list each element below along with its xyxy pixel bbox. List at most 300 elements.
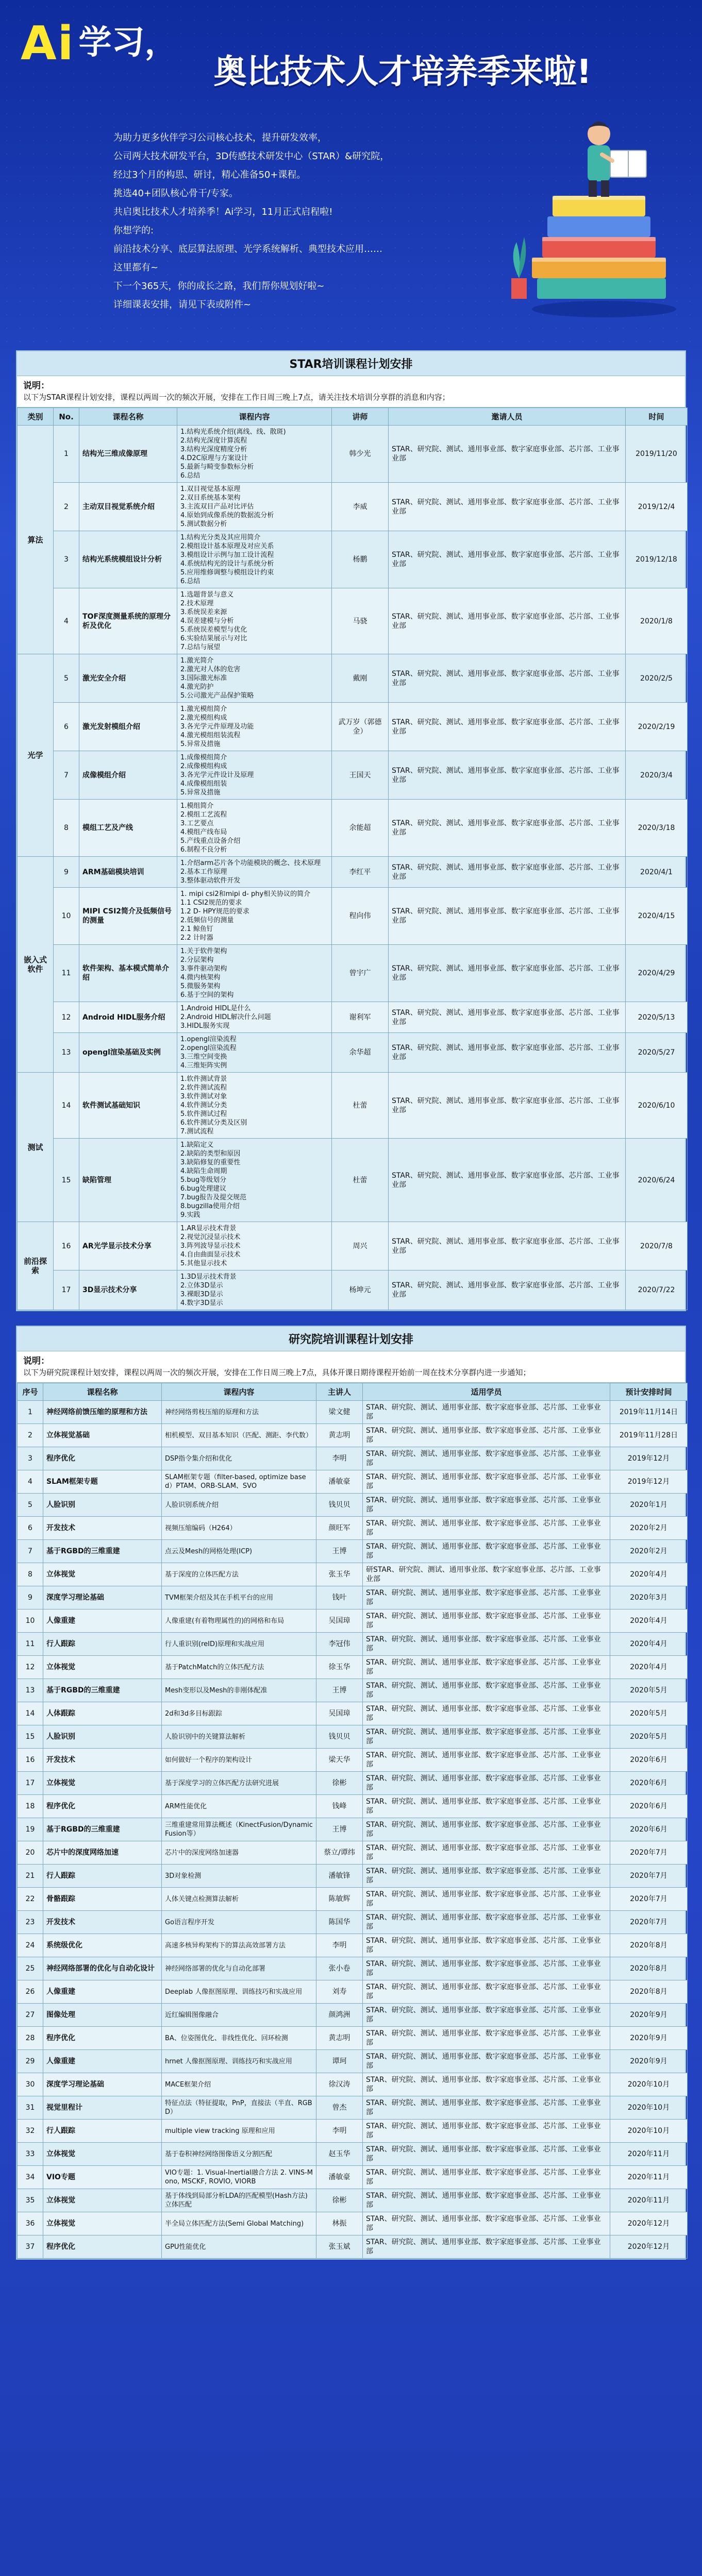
course-invitees: STAR、研究院、测试、通用事业部、数字家庭事业部、芯片部、工业事业部 [389, 426, 626, 483]
rd-table-row [18, 1470, 688, 1494]
course-invitees: STAR、研究院、测试、通用事业部、数字家庭事业部、芯片部、工业事业部 [389, 1033, 626, 1073]
rd-table-row [18, 1609, 688, 1633]
intro-line: 这里都有~ [113, 262, 159, 273]
rd-course-content: 高速多核异构架构下的算法高效部署方法 [162, 1934, 316, 1957]
rd-course-teacher: 王博 [316, 1540, 363, 1563]
course-content [177, 1033, 332, 1073]
rd-table-row [18, 1795, 688, 1818]
rd-table-row [18, 1401, 688, 1424]
star-table-row [18, 1139, 688, 1222]
rd-course-content: 基于体线到局部分析LDA的匹配模型(Hash方法)立体匹配 [162, 2189, 316, 2212]
rd-course-no: 13 [18, 1679, 43, 1702]
course-content-line: 2.1 鲸鱼钉 [180, 925, 213, 933]
course-content-line: 4.三维矩阵实例 [180, 1062, 227, 1070]
course-name: 主动双目视觉系统介绍 [79, 483, 177, 531]
course-content-line: 6.软件测试分类及区别 [180, 1119, 247, 1127]
rd-course-name: 系统级优化 [43, 1934, 162, 1957]
star-table-row [18, 654, 688, 703]
rd-course-teacher: 黄志明 [316, 2027, 363, 2050]
star-header-cell: 类别 [18, 408, 54, 426]
course-no: 13 [54, 1033, 79, 1073]
course-name: 激光安全介绍 [79, 654, 177, 703]
intro-line: 公司两大技术研发平台，3D传感技术研发中心（STAR）&研究院， [113, 151, 390, 162]
rd-table-row [18, 1679, 688, 1702]
rd-course-time: 2020年9月 [610, 2027, 688, 2050]
rd-header-cell: 主讲人 [316, 1383, 363, 1401]
rd-course-no: 10 [18, 1609, 43, 1633]
course-invitees: STAR、研究院、测试、通用事业部、数字家庭事业部、芯片部、工业事业部 [389, 588, 626, 654]
course-content-line: 2.视觉沉浸显示技术 [180, 1233, 241, 1241]
course-time: 2020/4/29 [626, 945, 688, 1002]
rd-table-row [18, 1656, 688, 1679]
rd-course-content: 芯片中的深度网络加速器 [162, 1841, 316, 1865]
rd-course-name: 开发技术 [43, 1517, 162, 1540]
rd-course-name: 开发技术 [43, 1749, 162, 1772]
star-course-table-block [16, 350, 686, 1311]
course-no: 17 [54, 1270, 79, 1310]
rd-course-teacher: 颜旺军 [316, 1517, 363, 1540]
course-no: 7 [54, 751, 79, 800]
rd-course-audience: STAR、研究院、测试、通用事业部、数字家庭事业部、芯片部、工业事业部 [363, 2096, 610, 2120]
rd-course-teacher: 谭珂 [316, 2050, 363, 2073]
rd-course-teacher: 曾杰 [316, 2096, 363, 2120]
course-time: 2020/2/19 [626, 703, 688, 751]
rd-course-name: 芯片中的深度网络加速 [43, 1841, 162, 1865]
rd-course-time: 2020年6月 [610, 1772, 688, 1795]
rd-course-audience: STAR、研究院、测试、通用事业部、数字家庭事业部、芯片部、工业事业部 [363, 2027, 610, 2050]
course-category: 嵌入式软件 [18, 857, 54, 1073]
course-teacher: 程向伟 [332, 888, 389, 945]
rd-course-no: 25 [18, 1957, 43, 1980]
rd-course-time: 2020年12月 [610, 2235, 688, 2259]
rd-course-teacher: 王博 [316, 1818, 363, 1841]
course-content-line: 1.1 CSI2规范的要求 [180, 899, 242, 907]
rd-course-no: 4 [18, 1470, 43, 1494]
course-time: 2020/3/4 [626, 751, 688, 800]
course-no: 3 [54, 531, 79, 588]
course-teacher: 杜蕾 [332, 1139, 389, 1222]
star-table-row [18, 1033, 688, 1073]
star-table-row [18, 426, 688, 483]
star-table-body [18, 426, 688, 1310]
rd-course-content: BA、位姿图优化、非线性优化、回环检测 [162, 2027, 316, 2050]
intro-text [113, 129, 495, 314]
rd-course-no: 1 [18, 1401, 43, 1424]
rd-course-content: 点云及Mesh的网格处理(ICP) [162, 1540, 316, 1563]
rd-course-table-block [16, 1326, 686, 2260]
rd-table-row [18, 2166, 688, 2189]
rd-course-audience: STAR、研究院、测试、通用事业部、数字家庭事业部、芯片部、工业事业部 [363, 1888, 610, 1911]
rd-course-name: 视觉里程计 [43, 2096, 162, 2120]
rd-course-name: 行人跟踪 [43, 2120, 162, 2143]
rd-header-cell: 课程名称 [43, 1383, 162, 1401]
rd-course-time: 2020年5月 [610, 1679, 688, 1702]
rd-course-time: 2020年11月 [610, 2166, 688, 2189]
course-content-line: 4.数字3D显示 [180, 1299, 223, 1307]
rd-course-no: 27 [18, 2004, 43, 2027]
course-content-line: 5.异常及措施 [180, 789, 221, 796]
rd-note-text: 以下为研究院课程计划安排，课程以两周一次的频次开展，安排在工作日周三晚上7点，具体开课日期待课程开始前一周在技术分享群内进一步通知； [23, 1368, 531, 1377]
rd-course-teacher: 徐彬 [316, 1772, 363, 1795]
rd-course-time: 2020年6月 [610, 1795, 688, 1818]
star-header-cell: 讲师 [332, 408, 389, 426]
star-table-row [18, 800, 688, 857]
rd-course-name: 神经网络前馈压缩的原理和方法 [43, 1401, 162, 1424]
rd-course-audience: STAR、研究院、测试、通用事业部、数字家庭事业部、芯片部、工业事业部 [363, 1818, 610, 1841]
rd-course-time: 2020年9月 [610, 2050, 688, 2073]
course-category: 测试 [18, 1073, 54, 1222]
rd-course-content: 基于PatchMatch的立体匹配方法 [162, 1656, 316, 1679]
star-header-cell: 时间 [626, 408, 688, 426]
rd-course-name: 人像重建 [43, 2050, 162, 2073]
course-content-line: 2.激光模组构成 [180, 714, 227, 722]
course-content-line: 5.其他显示技术 [180, 1260, 227, 1267]
rd-course-teacher: 徐汉涛 [316, 2073, 363, 2096]
rd-course-content: 神经网络剪枝压缩的原理和方法 [162, 1401, 316, 1424]
rd-course-name: 程序优化 [43, 1795, 162, 1818]
course-name: 成像模组介绍 [79, 751, 177, 800]
rd-course-name: 人体跟踪 [43, 1702, 162, 1725]
course-content-line: 4.自由曲面显示技术 [180, 1251, 241, 1259]
course-content [177, 1270, 332, 1310]
rd-course-no: 30 [18, 2073, 43, 2096]
intro-line: 共启奥比技术人才培养季！Ai学习，11月正式启程啦! [113, 207, 333, 217]
rd-course-name: 深度学习理论基础 [43, 1586, 162, 1609]
rd-course-teacher: 李明 [316, 1934, 363, 1957]
course-content-line: 3.主流双目产品对比评估 [180, 503, 254, 511]
rd-course-content: 3D对象检测 [162, 1865, 316, 1888]
intro-line: 下一个365天，你的成长之路，我们帮你规划好啦~ [113, 281, 325, 292]
course-time: 2020/6/24 [626, 1139, 688, 1222]
star-header-cell: 课程内容 [177, 408, 332, 426]
course-content-line: 3.各光学元件原理及功能 [180, 723, 254, 731]
rd-header-cell: 预计安排时间 [610, 1383, 688, 1401]
course-name: Android HIDL服务介绍 [79, 1002, 177, 1033]
rd-course-time: 2019年12月 [610, 1470, 688, 1494]
course-teacher: 李威 [332, 483, 389, 531]
course-content-line: 5.最新与畸变参数标分析 [180, 463, 254, 471]
course-invitees: STAR、研究院、测试、通用事业部、数字家庭事业部、芯片部、工业事业部 [389, 483, 626, 531]
course-invitees: STAR、研究院、测试、通用事业部、数字家庭事业部、芯片部、工业事业部 [389, 654, 626, 703]
course-teacher: 杨坤元 [332, 1270, 389, 1310]
course-content-line: 5.异常及措施 [180, 740, 221, 748]
course-content-line: 6.总结 [180, 578, 200, 585]
rd-course-name: 人脸识别 [43, 1725, 162, 1749]
rd-course-audience: STAR、研究院、测试、通用事业部、数字家庭事业部、芯片部、工业事业部 [363, 2004, 610, 2027]
rd-table-row [18, 2189, 688, 2212]
course-no: 8 [54, 800, 79, 857]
course-content-line: 5.系统误差模型与优化 [180, 626, 247, 634]
rd-table-notes [17, 1351, 685, 1383]
rd-table-row [18, 1772, 688, 1795]
star-table-row [18, 483, 688, 531]
rd-course-no: 29 [18, 2050, 43, 2073]
rd-course-content: SLAM框架专题（filter-based, optimize based）PTAM、ORB-SLAM、SVO [162, 1470, 316, 1494]
course-content-line: 2.软件测试流程 [180, 1084, 227, 1092]
rd-course-time: 2020年7月 [610, 1888, 688, 1911]
rd-course-teacher: 蔡立/谭纬 [316, 1841, 363, 1865]
course-content [177, 588, 332, 654]
course-content-line: 4.激光防护 [180, 683, 214, 691]
course-content-line: 6.基于空间的架构 [180, 991, 234, 999]
rd-course-audience: STAR、研究院、测试、通用事业部、数字家庭事业部、芯片部、工业事业部 [363, 1609, 610, 1633]
rd-course-name: SLAM框架专题 [43, 1470, 162, 1494]
rd-course-no: 18 [18, 1795, 43, 1818]
course-content-line: 1.3D显示技术背景 [180, 1273, 237, 1281]
rd-course-no: 9 [18, 1586, 43, 1609]
course-content [177, 654, 332, 703]
course-teacher: 戴刚 [332, 654, 389, 703]
rd-course-content: 特征点法（特征提取，PnP，直接法（半直、RGBD） [162, 2096, 316, 2120]
rd-course-name: 立体视觉 [43, 2189, 162, 2212]
rd-course-audience: STAR、研究院、测试、通用事业部、数字家庭事业部、芯片部、工业事业部 [363, 2073, 610, 2096]
rd-course-audience: STAR、研究院、测试、通用事业部、数字家庭事业部、芯片部、工业事业部 [363, 1957, 610, 1980]
course-content [177, 426, 332, 483]
rd-course-teacher: 张小卷 [316, 1957, 363, 1980]
star-table-row [18, 1222, 688, 1270]
rd-course-time: 2020年8月 [610, 1934, 688, 1957]
rd-course-audience: STAR、研究院、测试、通用事业部、数字家庭事业部、芯片部、工业事业部 [363, 1470, 610, 1494]
rd-course-teacher: 梁天华 [316, 1749, 363, 1772]
course-no: 6 [54, 703, 79, 751]
course-teacher: 杜蕾 [332, 1073, 389, 1139]
course-content-line: 7.bug报告及提交规范 [180, 1194, 247, 1201]
course-content-line: 5.公司激光产品保护策略 [180, 692, 254, 700]
rd-course-teacher: 徐玉华 [316, 1656, 363, 1679]
rd-course-time: 2020年12月 [610, 2212, 688, 2235]
star-header-cell: 课程名称 [79, 408, 177, 426]
course-time: 2020/7/8 [626, 1222, 688, 1270]
rd-course-time: 2020年7月 [610, 1841, 688, 1865]
rd-course-audience: STAR、研究院、测试、通用事业部、数字家庭事业部、芯片部、工业事业部 [363, 1772, 610, 1795]
course-content-line: 4.D2C原理与方案设计 [180, 454, 248, 462]
course-invitees: STAR、研究院、测试、通用事业部、数字家庭事业部、芯片部、工业事业部 [389, 945, 626, 1002]
course-content-line: 1.结构光系统介绍(离线、线、散斑) [180, 428, 286, 436]
rd-course-audience: STAR、研究院、测试、通用事业部、数字家庭事业部、芯片部、工业事业部 [363, 1586, 610, 1609]
rd-table-row [18, 1702, 688, 1725]
rd-course-time: 2020年4月 [610, 1633, 688, 1656]
rd-course-content: VIO专题：1. Visual-Inertial融合方法 2. VINS-Mono, MSCKF, ROVIO, VIORB [162, 2166, 316, 2189]
rd-table-row [18, 1749, 688, 1772]
rd-table-row [18, 2073, 688, 2096]
rd-course-audience: STAR、研究院、测试、通用事业部、数字家庭事业部、芯片部、工业事业部 [363, 2120, 610, 2143]
rd-course-name: 行人跟踪 [43, 1633, 162, 1656]
course-category: 算法 [18, 426, 54, 654]
course-teacher: 韩少光 [332, 426, 389, 483]
course-content [177, 1222, 332, 1270]
rd-course-audience: STAR、研究院、测试、通用事业部、数字家庭事业部、芯片部、工业事业部 [363, 1633, 610, 1656]
course-name: 3D显示技术分享 [79, 1270, 177, 1310]
rd-course-time: 2020年10月 [610, 2120, 688, 2143]
course-content-line: 1.介绍arm芯片各个功能模块的概念、技术原理 [180, 859, 321, 867]
rd-course-no: 6 [18, 1517, 43, 1540]
course-content-line: 3.整体驱动软件开发 [180, 877, 241, 885]
rd-course-time: 2020年5月 [610, 1702, 688, 1725]
rd-table-row [18, 1447, 688, 1470]
rd-course-audience: STAR、研究院、测试、通用事业部、数字家庭事业部、芯片部、工业事业部 [363, 2189, 610, 2212]
course-content-line: 6.制程不良分析 [180, 846, 227, 854]
ai-logo: Ai [21, 16, 75, 71]
rd-table-row [18, 2143, 688, 2166]
rd-header-cell: 适用学员 [363, 1383, 610, 1401]
course-content-line: 2.2 计时器 [180, 934, 213, 942]
rd-course-teacher: 陈国华 [316, 1911, 363, 1934]
course-content-line: 4.缺陷生命周期 [180, 1167, 227, 1175]
course-teacher: 谢利军 [332, 1002, 389, 1033]
rd-course-content: GPU性能优化 [162, 2235, 316, 2259]
course-content-line: 5.产线重点设备介绍 [180, 837, 241, 845]
rd-header-cell: 序号 [18, 1383, 43, 1401]
course-no: 10 [54, 888, 79, 945]
rd-course-teacher: 徐彬 [316, 2189, 363, 2212]
course-teacher: 杨鹏 [332, 531, 389, 588]
rd-table-row [18, 2120, 688, 2143]
rd-table-row [18, 1725, 688, 1749]
rd-course-no: 24 [18, 1934, 43, 1957]
course-name: TOF深度测量系统的原理分析及优化 [79, 588, 177, 654]
rd-table-row [18, 1633, 688, 1656]
rd-table-row [18, 2212, 688, 2235]
rd-course-no: 11 [18, 1633, 43, 1656]
course-content [177, 1139, 332, 1222]
rd-course-time: 2020年4月 [610, 1656, 688, 1679]
course-name: ARM基础模块培训 [79, 857, 177, 888]
brand-row [21, 16, 681, 93]
rd-course-teacher: 赵玉华 [316, 2143, 363, 2166]
rd-course-time: 2020年7月 [610, 1865, 688, 1888]
course-category: 光学 [18, 654, 54, 857]
rd-course-name: 图像处理 [43, 2004, 162, 2027]
star-table-row [18, 588, 688, 654]
course-content-line: 1.双目视觉基本原理 [180, 485, 241, 493]
rd-table-header-row [18, 1383, 688, 1401]
rd-course-audience: STAR、研究院、测试、通用事业部、数字家庭事业部、芯片部、工业事业部 [363, 1980, 610, 2004]
course-content [177, 1073, 332, 1139]
course-invitees: STAR、研究院、测试、通用事业部、数字家庭事业部、芯片部、工业事业部 [389, 1139, 626, 1222]
rd-course-content: multiple view tracking 原理和应用 [162, 2120, 316, 2143]
course-content [177, 945, 332, 1002]
course-invitees: STAR、研究院、测试、通用事业部、数字家庭事业部、芯片部、工业事业部 [389, 531, 626, 588]
course-no: 11 [54, 945, 79, 1002]
rd-course-time: 2020年10月 [610, 2096, 688, 2120]
course-time: 2020/5/13 [626, 1002, 688, 1033]
rd-course-time: 2020年2月 [610, 1517, 688, 1540]
star-table-notes [17, 376, 685, 408]
course-content-line: 4.微内核架构 [180, 974, 221, 981]
course-teacher: 曾宇广 [332, 945, 389, 1002]
rd-course-no: 8 [18, 1563, 43, 1586]
rd-course-time: 2020年4月 [610, 1609, 688, 1633]
rd-course-name: 程序优化 [43, 2235, 162, 2259]
course-invitees: STAR、研究院、测试、通用事业部、数字家庭事业部、芯片部、工业事业部 [389, 857, 626, 888]
rd-course-content: 三维重建常用算法概述（KinectFusion/DynamicFusion等） [162, 1818, 316, 1841]
rd-course-no: 23 [18, 1911, 43, 1934]
course-category: 前沿探索 [18, 1222, 54, 1310]
course-content-line: 2.双目系统基本架构 [180, 494, 241, 502]
course-content-line: 3.系统误差来源 [180, 608, 227, 616]
rd-course-name: 开发技术 [43, 1911, 162, 1934]
course-content-line: 1.成像模组简介 [180, 754, 227, 761]
intro-line: 挑选40+团队核心骨干/专家。 [113, 188, 239, 199]
rd-table-row [18, 1517, 688, 1540]
rd-course-content: TVM框架介绍及其在手机平台的应用 [162, 1586, 316, 1609]
course-time: 2020/4/1 [626, 857, 688, 888]
rd-course-audience: STAR、研究院、测试、通用事业部、数字家庭事业部、芯片部、工业事业部 [363, 1447, 610, 1470]
course-content [177, 483, 332, 531]
star-table-row [18, 857, 688, 888]
course-content-line: 2.基本工作原理 [180, 868, 227, 876]
course-no: 9 [54, 857, 79, 888]
course-content-line: 5.bug等级划分 [180, 1176, 227, 1184]
rd-course-audience: STAR、研究院、测试、通用事业部、数字家庭事业部、芯片部、工业事业部 [363, 1795, 610, 1818]
rd-course-no: 2 [18, 1424, 43, 1447]
rd-course-no: 5 [18, 1494, 43, 1517]
main-slogan: 奥比技术人才培养季来啦! [213, 53, 592, 91]
star-table-row [18, 945, 688, 1002]
course-content-line: 1.AR显示技术背景 [180, 1225, 237, 1232]
rd-course-audience: STAR、研究院、测试、通用事业部、数字家庭事业部、芯片部、工业事业部 [363, 1702, 610, 1725]
rd-course-content: 半全局立体匹配方法(Semi Global Matching) [162, 2212, 316, 2235]
rd-table-row [18, 1888, 688, 1911]
course-teacher: 王国天 [332, 751, 389, 800]
course-invitees: STAR、研究院、测试、通用事业部、数字家庭事业部、芯片部、工业事业部 [389, 1270, 626, 1310]
course-content-line: 2.低频信号的测量 [180, 917, 234, 924]
course-content-line: 1.模组简介 [180, 802, 214, 810]
reading-person-illustration [501, 103, 676, 319]
course-time: 2020/5/27 [626, 1033, 688, 1073]
course-content [177, 703, 332, 751]
course-content-line: 5.应用维修调整与模组设计约束 [180, 569, 274, 577]
rd-course-teacher: 吴国璋 [316, 1702, 363, 1725]
rd-course-audience: STAR、研究院、测试、通用事业部、数字家庭事业部、芯片部、工业事业部 [363, 2050, 610, 2073]
rd-course-no: 33 [18, 2143, 43, 2166]
rd-course-name: VIO专题 [43, 2166, 162, 2189]
intro-line: 你想学的: [113, 225, 154, 236]
rd-course-content: 人脸识别中的关键算法解析 [162, 1725, 316, 1749]
rd-course-no: 31 [18, 2096, 43, 2120]
rd-course-content: 人像重建(有着物理属性的)的网格和布局 [162, 1609, 316, 1633]
course-content-line: 3.结构光深度精度分析 [180, 446, 247, 453]
rd-course-audience: STAR、研究院、测试、通用事业部、数字家庭事业部、芯片部、工业事业部 [363, 2212, 610, 2235]
rd-course-no: 21 [18, 1865, 43, 1888]
rd-table-row [18, 2050, 688, 2073]
course-content-line: 2.成像模组构成 [180, 762, 227, 770]
star-table-row [18, 1270, 688, 1310]
rd-course-content: 如何做好一个程序的架构设计 [162, 1749, 316, 1772]
rd-table-row [18, 1494, 688, 1517]
rd-course-audience: 研STAR、研究院、测试、通用事业部、数字家庭事业部、芯片部、工业事业部 [363, 1563, 610, 1586]
rd-course-no: 3 [18, 1447, 43, 1470]
rd-course-audience: STAR、研究院、测试、通用事业部、数字家庭事业部、芯片部、工业事业部 [363, 1934, 610, 1957]
course-content-line: 5.微服务架构 [180, 982, 221, 990]
course-invitees: STAR、研究院、测试、通用事业部、数字家庭事业部、芯片部、工业事业部 [389, 703, 626, 751]
rd-course-no: 20 [18, 1841, 43, 1865]
rd-course-name: 程序优化 [43, 1447, 162, 1470]
rd-course-content: 神经网络部署的优化与自动化部署 [162, 1957, 316, 1980]
intro-line: 经过3个月的构思、研讨，精心准备50+课程。 [113, 170, 306, 180]
course-invitees: STAR、研究院、测试、通用事业部、数字家庭事业部、芯片部、工业事业部 [389, 751, 626, 800]
rd-course-name: 立体视觉基础 [43, 1424, 162, 1447]
rd-course-content: Deeplab 人像抠图原理、训练技巧和实战应用 [162, 1980, 316, 2004]
course-content-line: 3.软件测试对象 [180, 1093, 227, 1100]
course-invitees: STAR、研究院、测试、通用事业部、数字家庭事业部、芯片部、工业事业部 [389, 1002, 626, 1033]
course-name: opengl渲染基础及实例 [79, 1033, 177, 1073]
rd-course-audience: STAR、研究院、测试、通用事业部、数字家庭事业部、芯片部、工业事业部 [363, 1911, 610, 1934]
course-content-line: 5.软件测试过程 [180, 1110, 227, 1118]
course-name: 激光发射模组介绍 [79, 703, 177, 751]
course-content-line: 3.三维空间变换 [180, 1053, 227, 1061]
course-time: 2020/4/15 [626, 888, 688, 945]
